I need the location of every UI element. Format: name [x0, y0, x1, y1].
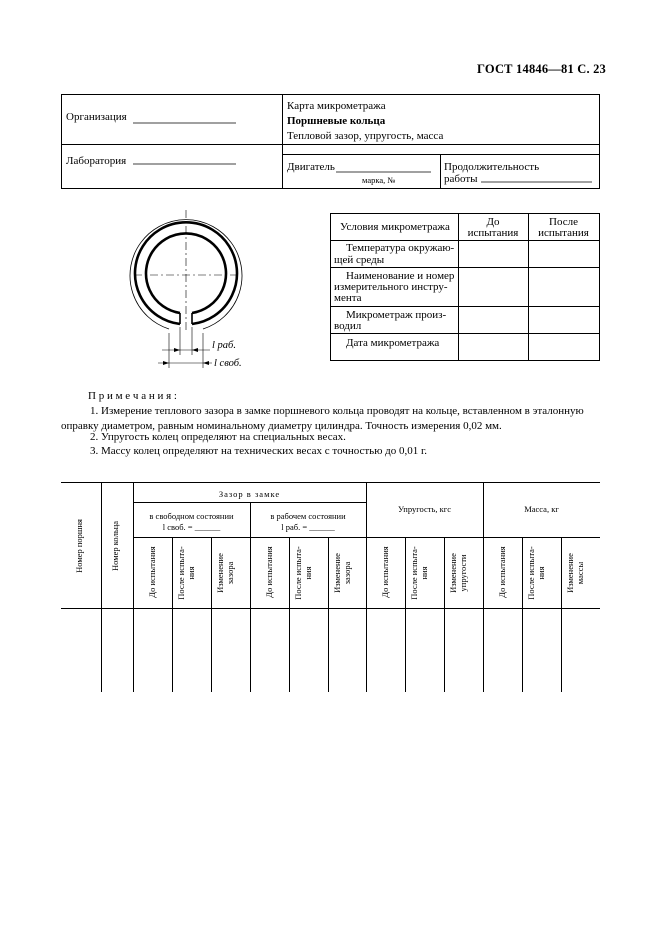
duration-label-1: Продолжительность: [444, 161, 540, 173]
elasticity-header: Упругость, кгс: [398, 504, 451, 514]
work-after-header: После испыта- ния: [293, 546, 313, 600]
duration-label-2: работы: [444, 173, 478, 185]
work-state-formula: l раб. = ______: [281, 522, 335, 532]
col-before-1: До: [486, 216, 500, 228]
cond-row-1a: Температура окружаю-: [346, 242, 455, 254]
elasticity-after-header: После испыта- ния: [409, 546, 429, 600]
gap-header: Зазор в замке: [218, 489, 281, 499]
page-header: ГОСТ 14846—81 С. 23: [477, 62, 606, 76]
label-free-gap: l своб.: [214, 358, 242, 369]
elasticity-before-header: До испытания: [380, 546, 390, 598]
work-before-header: До испытания: [264, 546, 274, 598]
note-3: 3. Массу колец определяют на технических весах с точностью до 0,01 г.: [90, 445, 428, 457]
note-1a: 1. Измерение теплового зазора в замке поршневого кольца проводят на кольце, вставленном в эталонную: [90, 405, 584, 417]
cond-row-1b: щей среды: [334, 254, 385, 266]
cond-row-2c: мента: [334, 292, 362, 304]
free-before-header: До испытания: [147, 546, 157, 598]
cond-row-2a: Наименование и номер: [346, 270, 455, 282]
cond-row-3b: водил: [334, 320, 362, 332]
col-after-1: После: [549, 216, 578, 228]
free-state-formula: l своб. = ______: [162, 522, 221, 532]
work-change-header: Изменение зазора: [332, 553, 352, 593]
work-state-header: в рабочем состоянии: [270, 511, 346, 521]
mass-header: Масса, кг: [524, 504, 559, 514]
cond-row-2b: измерительного инстру-: [334, 281, 448, 293]
card-params: Тепловой зазор, упругость, масса: [287, 130, 444, 142]
col-after-2: испытания: [538, 227, 589, 239]
mass-after-header: После испыта- ния: [526, 546, 546, 600]
elasticity-change-header: Изменение упругости: [448, 553, 468, 593]
note-2: 2. Упругость колец определяют на специальных весах.: [90, 431, 346, 443]
free-state-header: в свободном состоянии: [149, 511, 234, 521]
ring-number-header: Номер кольца: [110, 520, 120, 572]
lab-label: Лаборатория: [66, 155, 127, 167]
label-work-gap: l раб.: [212, 340, 236, 351]
cond-row-3a: Микрометраж произ-: [346, 309, 447, 321]
engine-label: Двигатель: [287, 161, 335, 173]
free-after-header: После испыта- ния: [176, 546, 196, 600]
note-1b: оправку диаметром, равным номинальному диаметру цилиндра. Точность измерения 0,02 мм.: [61, 420, 502, 432]
engine-sub: марка, №: [362, 175, 396, 185]
cond-row-4: Дата микрометража: [346, 337, 440, 349]
col-before-2: испытания: [467, 227, 519, 239]
card-title: Карта микрометража: [287, 100, 386, 112]
mass-before-header: До испытания: [497, 546, 507, 598]
notes-title: П р и м е ч а н и я :: [88, 390, 177, 402]
mass-change-header: Изменение массы: [565, 553, 585, 593]
free-change-header: Изменение зазора: [215, 553, 235, 593]
org-label: Организация: [66, 111, 127, 123]
col-conditions: Условия микрометража: [340, 221, 450, 233]
card-subject: Поршневые кольца: [287, 115, 386, 127]
piston-number-header: Номер поршня: [74, 519, 84, 573]
